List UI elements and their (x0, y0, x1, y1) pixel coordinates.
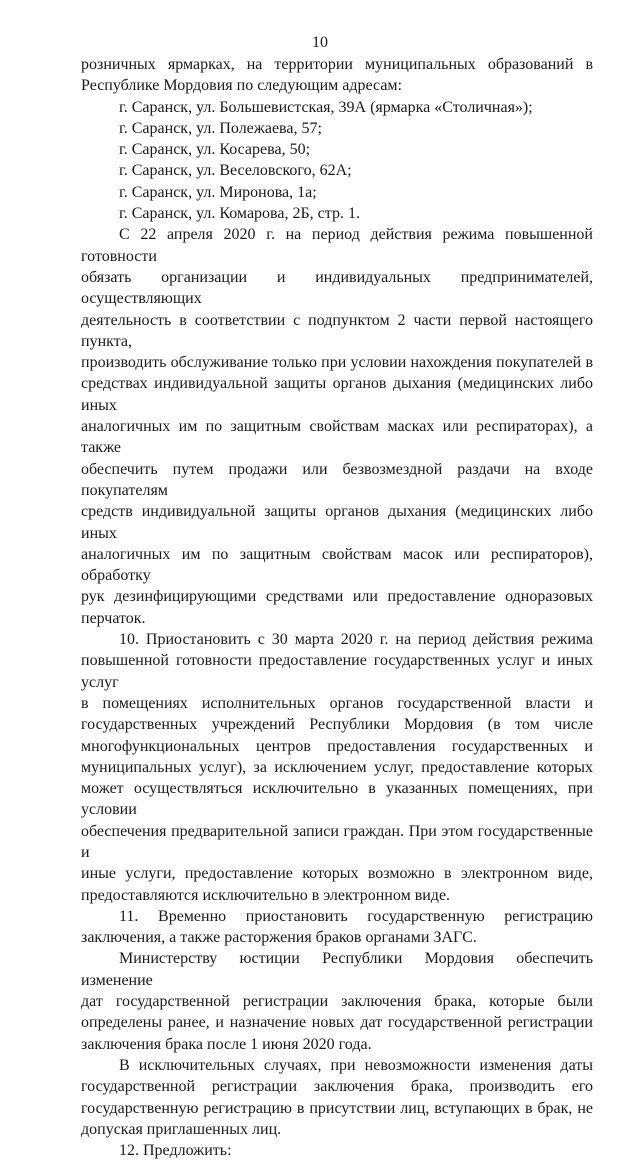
section-12-start: 12. Предложить: (119, 1142, 232, 1160)
address-line: г. Саранск, ул. Комарова, 2Б, стр. 1. (119, 205, 360, 223)
text-line: многофункциональных центров предоставления государственных и (81, 737, 593, 755)
text-line: может осуществляться исключительно в указанных помещениях, при условии (81, 780, 593, 819)
text-line: обеспечения предварительной записи граждан. При этом государственные и (81, 822, 593, 861)
section-10-start: 10. Приостановить с 30 марта 2020 г. на период действия режима (119, 631, 593, 649)
text-line: иные услуги, предоставление которых возможно в электронном виде, (81, 865, 593, 883)
text-line: государственную регистрацию в присутствии лиц, вступающих в брак, не (81, 1099, 593, 1117)
section-11-start: 11. Временно приостановить государственную регистрацию (119, 907, 593, 925)
text-line: Министерству юстиции Республики Мордовия обеспечить изменение (81, 950, 593, 989)
text-line: государственной регистрации заключения брака, производить его (81, 1078, 593, 1096)
text-line: В исключительных случаях, при невозможности изменения даты (119, 1056, 593, 1074)
text-line: розничных ярмарках, на территории муниципальных образований в (81, 56, 593, 73)
page-number: 10 (312, 34, 328, 51)
text-line: рук дезинфицирующими средствами или предоставление одноразовых (81, 588, 593, 606)
text-line: муниципальных услуг), за исключением услуг, предоставление которых (81, 758, 593, 776)
text-line: аналогичных им по защитным свойствам масках или респираторах), а также (81, 418, 593, 457)
text-line: аналогичных им по защитным свойствам масок или респираторов), обработку (81, 545, 593, 585)
text-line: обеспечить путем продажи или безвозмездной раздачи на входе покупателям (81, 460, 593, 499)
text-line: заключения брака после 1 июня 2020 года. (81, 1035, 372, 1053)
address-line: г. Саранск, ул. Веселовского, 62А; (119, 162, 352, 180)
address-line: г. Саранск, ул. Миронова, 1а; (119, 183, 317, 201)
text-line: Республике Мордовия по следующим адресам: (81, 77, 402, 95)
address-line: г. Саранск, ул. Косарева, 50; (119, 141, 311, 159)
text-line: С 22 апреля 2020 г. на период действия режима повышенной готовности (81, 226, 593, 265)
address-line: г. Саранск, ул. Большевистская, 39А (ярмарка «Столичная»); (119, 98, 533, 116)
text-line: деятельность в соответствии с подпунктом 2 части первой настоящего пункта, (81, 311, 593, 350)
text-line: государственных учреждений Республики Мордовия (в том числе (81, 716, 593, 734)
text-line: допуская приглашенных лиц. (81, 1120, 282, 1138)
text-line: обязать организации и индивидуальных предпринимателей, осуществляющих (81, 268, 593, 308)
document-body (81, 54, 593, 1161)
text-line: повышенной готовности предоставление государственных услуг и иных услуг (81, 652, 593, 691)
text-line: перчаток. (81, 609, 146, 627)
text-line: средствах индивидуальной защиты органов дыхания (медицинских либо иных (81, 375, 593, 414)
text-line: средств индивидуальной защиты органов дыхания (медицинских либо иных (81, 503, 593, 542)
text-line: заключения, а также расторжения браков органами ЗАГС. (81, 929, 477, 947)
text-line: определены ранее, и назначение новых дат государственной регистрации (81, 1014, 593, 1032)
text-line: дат государственной регистрации заключения брака, которые были (81, 993, 593, 1011)
text-line: предоставляются исключительно в электронном виде. (81, 886, 451, 904)
text-line: производить обслуживание только при условии нахождения покупателей в (81, 354, 593, 372)
text-line: в помещениях исполнительных органов государственной власти и (81, 694, 593, 712)
address-line: г. Саранск, ул. Полежаева, 57; (119, 119, 322, 137)
